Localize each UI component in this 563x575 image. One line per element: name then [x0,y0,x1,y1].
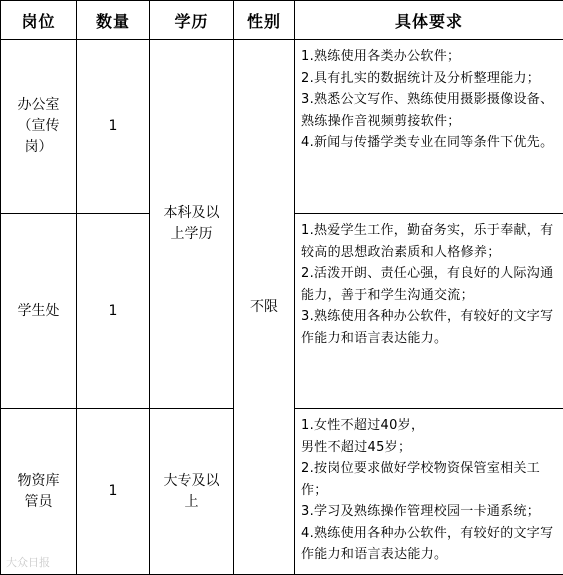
position-cell [1,409,77,575]
requirement-item: 1.女性不超过40岁， [301,415,557,437]
count-cell: 1 [77,214,150,409]
header-count: 数量 [77,1,150,40]
requirement-item: 3.学习及熟练操作管理校园一卡通系统； [301,501,557,523]
gender-cell: 不限 [234,40,295,575]
header-requirements: 具体要求 [295,1,563,40]
requirements-cell [295,40,563,214]
table-row-office [1,40,563,214]
education-cell [150,409,234,575]
education-text: 大专及以 上 [164,471,220,513]
header-education: 学历 [150,1,234,40]
count-cell: 1 [77,409,150,575]
header-position: 岗位 [1,1,77,40]
position-cell [1,40,77,214]
requirements-cell [295,214,563,409]
requirement-item: 2.具有扎实的数据统计及分析整理能力； [301,68,557,90]
position-cell: 学生处 [1,214,77,409]
requirement-item: 3.熟悉公文写作、熟练使用摄影摄像设备、熟练操作音视频剪接软件； [301,89,557,132]
requirement-item: 3.熟练使用各种办公软件，有较好的文字写作能力和语言表达能力。 [301,306,557,349]
requirement-item: 1.热爱学生工作，勤奋务实，乐于奉献，有较高的思想政治素质和人格修养； [301,220,557,263]
count-cell: 1 [77,40,150,214]
header-gender: 性别 [234,1,295,40]
education-cell [150,40,234,409]
position-text: 物资库 管员 [18,471,60,513]
education-text: 本科及以 上学历 [164,203,220,245]
requirement-item: 4.熟练使用各种办公软件，有较好的文字写作能力和语言表达能力。 [301,523,557,566]
requirement-item: 2.按岗位要求做好学校物资保管室相关工作； [301,458,557,501]
requirements-cell [295,409,563,575]
requirement-item: 4.新闻与传播学类专业在同等条件下优先。 [301,132,557,154]
requirement-item: 男性不超过45岁； [301,437,557,459]
requirement-item: 1.熟练使用各类办公软件； [301,46,557,68]
header-row [1,1,563,40]
requirement-item: 2.活泼开朗、责任心强，有良好的人际沟通能力，善于和学生沟通交流； [301,263,557,306]
watermark-logo: 大众日报 [6,554,50,570]
position-text: 办公室 （宣传 岗） [18,95,60,158]
